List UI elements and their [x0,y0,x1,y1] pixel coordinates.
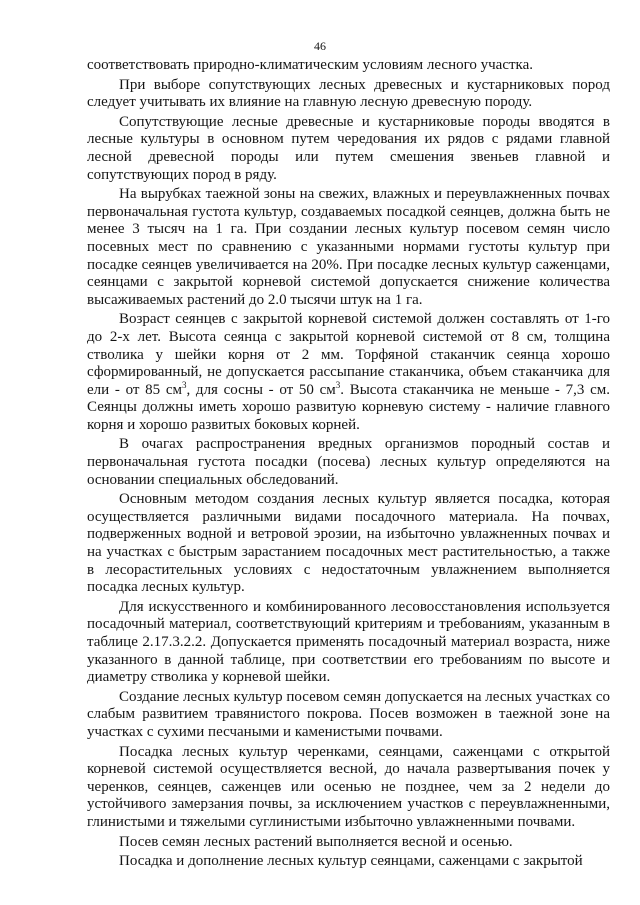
paragraph-7: Основным методом создания лесных культур является посадка, которая осуществляется различными видами посадочного материала. На почвах, подверженных водной и ветровой эрозии, на избыточно увлажненных почвах и на участках с быстрым зарастанием посадочных мест растительностью, а также в лесорастительных условиях с недостаточным увлажнением выполняется посадка лесных культур. [87,491,610,596]
paragraph-12: Посадка и дополнение лесных культур сеянцами, саженцами с закрытой [119,853,583,870]
paragraph-5-text-b: , для сосны - от 50 см [186,381,336,398]
paragraph-10: Посадка лесных культур черенками, сеянцами, саженцами с открытой корневой системой осуществляется весной, до начала развертывания почек у черенков, сеянцев, саженцев или осенью не позднее, чем за 2 недели до устойчивого замерзания почвы, за исключением участков с переувлажненными, глинистыми и тяжелыми суглинистыми избыточно увлажненными почвами. [87,743,610,830]
paragraph-5-text-a: Возраст сеянцев с закрытой корневой системой должен составлять от 1-го до 2-х лет. Высота сеянца с закрытой корневой системой от 8 см, толщина стволика у шейки корня от 2 мм. Торфяной стаканчик сеянца хорошо сформированный, не допускается рассыпание стаканчика, объем стаканчика для ели - от 85 см [87,311,610,398]
body-text [87,57,610,873]
paragraph-8: Для искусственного и комбинированного лесовосстановления используется посадочный материал, соответствующий критериям и требованиям, указанным в таблице 2.17.3.2.2. Допускается применять посадочный материал возраста, ниже указанного в данной таблице, при соответствии его требованиям по высоте и диаметру стволика у корневой шейки. [87,598,610,686]
paragraph-2: При выборе сопутствующих лесных древесных и кустарниковых пород следует учитывать их влияние на главную лесную древесную породу. [87,76,610,111]
superscript-cubed: 3 [181,379,187,390]
paragraph-9: Создание лесных культур посевом семян допускается на лесных участках со слабым развитием травянистого покрова. Посев возможен в таежной зоне на участках с сухими песчаными и каменистыми почвами. [87,688,610,740]
paragraph-4: На вырубках таежной зоны на свежих, влажных и переувлажненных почвах первоначальная густота культур, создаваемых посадкой сеянцев, должна быть не менее 3 тысяч на 1 га. При создании лесных культур посевом семян число посевных мест по сравнению с указанными нормами густоты культур при посадке сеянцев увеличивается на 20%. При посадке лесных культур саженцами, сеянцами с закрытой корневой системой допускается снижение количества высаживаемых растений до 2.0 тысячи штук на 1 га. [87,186,610,308]
paragraph-5-seedling-age [87,311,610,434]
paragraph-11: Посев семян лесных растений выполняется весной и осенью. [119,833,513,850]
paragraph-3: Сопутствующие лесные древесные и кустарниковые породы вводятся в лесные культуры в основном путем чередования их рядов с рядами главной лесной древесной породы или путем смешения звеньев главной и сопутствующих пород в ряду. [87,113,610,183]
paragraph-6: В очагах распространения вредных организмов породный состав и первоначальная густота посадки (посева) лесных культур определяются на основании специальных обследований. [87,436,610,488]
superscript-cubed: 3 [335,379,341,390]
page-number: 46 [314,39,326,53]
paragraph-5-text-c: . Высота стаканчика не меньше - 7,3 см. Сеянцы должны иметь хорошо развитую корневую систему - наличие главного корня и хорошо развитых боковых корней. [87,381,610,433]
paragraph-1: соответствовать природно-климатическим условиям лесного участка. [87,57,534,73]
